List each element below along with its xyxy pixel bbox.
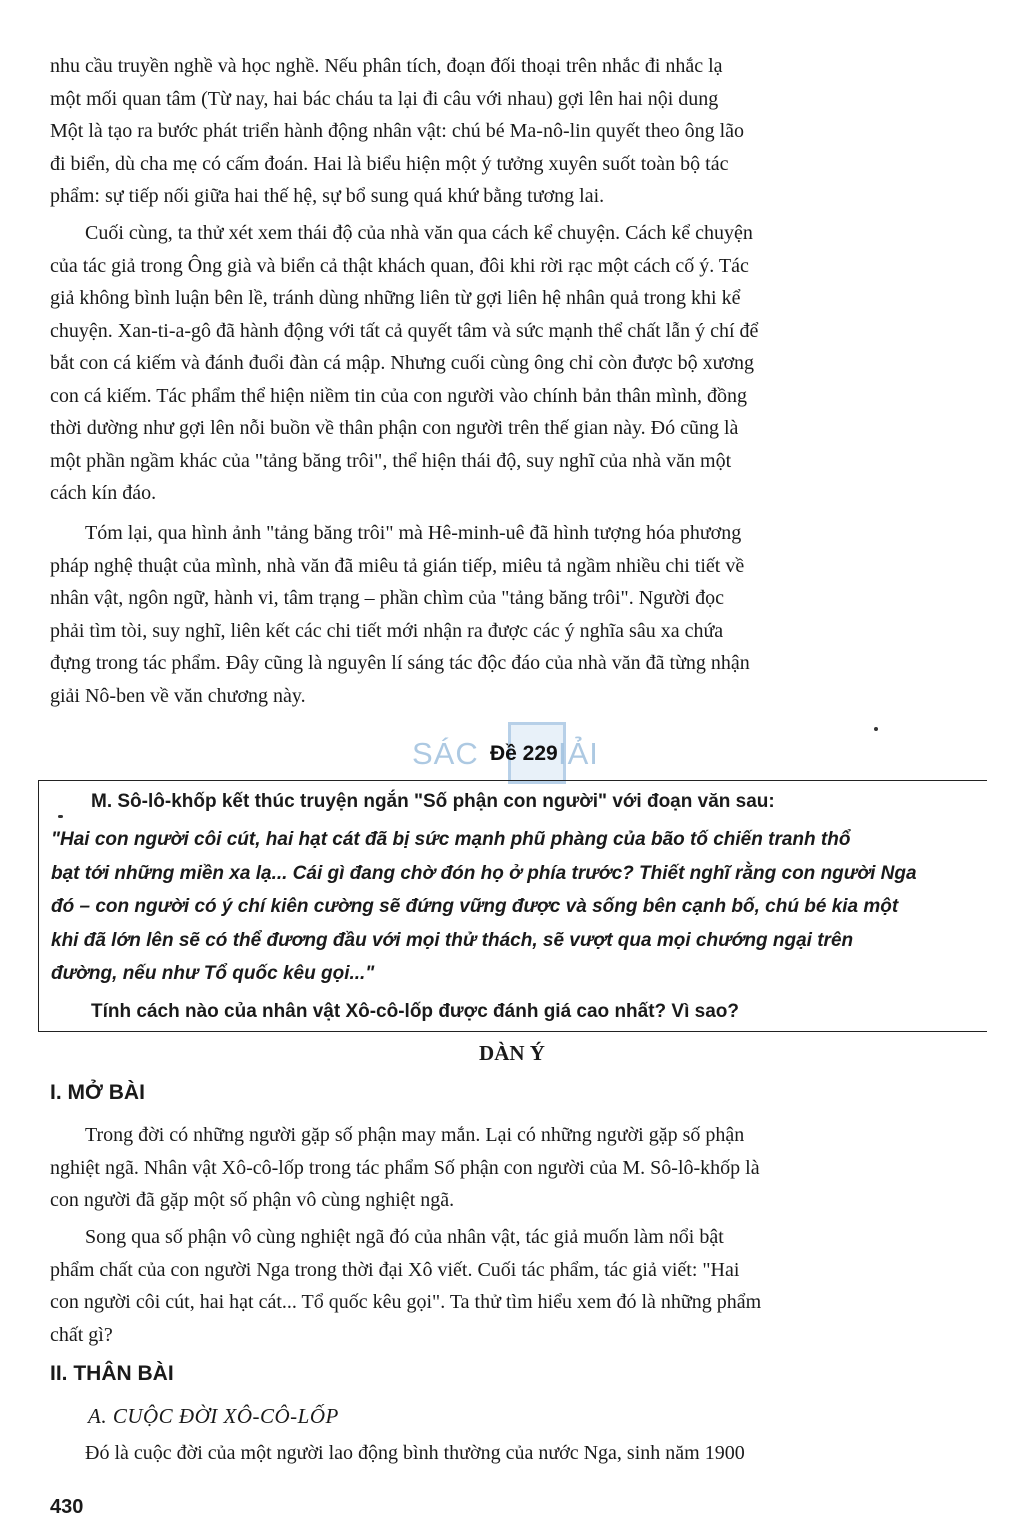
quote-line: đường, nếu như Tổ quốc kêu gọi..." [51,963,375,984]
text-line: con người côi cút, hai hạt cát... Tổ quốc kêu gọi". Ta thử tìm hiểu xem đó là những phẩm [50,1291,762,1313]
text-line: phẩm chất của con người Nga trong thời đại Xô viết. Cuối tác phẩm, tác giả viết: "Hai [50,1258,740,1281]
text-line: Tóm lại, qua hình ảnh "tảng băng trôi" mà Hê-minh-uê đã hình tượng hóa phương [85,522,742,544]
paragraph [50,217,986,510]
text-line: phẩm: sự tiếp nối giữa hai thế hệ, sự bổ sung quá khứ bằng tương lai. [50,185,605,207]
watermark-text-left: SÁC [412,736,479,771]
text-line: pháp nghệ thuật của mình, nhà văn đã miêu tả gián tiếp, miêu tả ngầm nhiều chi tiết về [50,554,745,577]
paragraph [50,1221,986,1351]
quote-line: bạt tới những miền xa lạ... Cái gì đang chờ đón họ ở phía trước? Thiết nghĩ rằng con người Nga [51,862,917,884]
text-line: giả không bình luận bên lề, tránh dùng những liên từ gợi liên hệ nhân quả trong khi kể [50,287,741,309]
text-line: chuyện. Xan-ti-a-gô đã hành động với tất cả quyết tâm và sức mạnh thể chất lẫn ý chí để [50,319,759,342]
watermark-text-right: IẢI [558,736,599,771]
question-intro: M. Sô-lô-khốp kết thúc truyện ngắn "Số phận con người" với đoạn văn sau: [91,791,775,812]
paragraph [50,1437,986,1470]
question-quote [51,823,951,991]
question-prompt: Tính cách nào của nhân vật Xô-cô-lốp được đánh giá cao nhất? Vì sao? [91,1001,740,1022]
page-number: 430 [50,1496,84,1518]
text-line: Cuối cùng, ta thử xét xem thái độ của nhà văn qua cách kể chuyện. Cách kể chuyện [85,222,753,244]
text-line: Trong đời có những người gặp số phận may mắn. Lại có những người gặp số phận [85,1124,745,1146]
text-line: của tác giả trong Ông già và biển cả thật khách quan, đôi khi rời rạc một cách cố ý. Tác [50,254,749,277]
text-line: một phần ngầm khác của "tảng băng trôi", thể hiện thái độ, suy nghĩ của nhà văn một [50,449,732,472]
scan-speck [874,727,878,731]
quote-line: khi đã lớn lên sẽ có thể đương đầu với mọi thử thách, sẽ vượt qua mọi chướng ngại trên [51,929,854,951]
text-line: chất gì? [50,1323,113,1346]
text-line: một mối quan tâm (Từ nay, hai bác cháu ta lại đi câu với nhau) gợi lên hai nội dung [50,87,719,110]
text-line: nghiệt ngã. Nhân vật Xô-cô-lốp trong tác phẩm Số phận con người của M. Sô-lô-khốp là [50,1156,760,1179]
text-line: bắt con cá kiếm và đánh đuổi đàn cá mập. Nhưng cuối cùng ông chỉ còn được bộ xương [50,352,755,374]
paragraph [50,50,986,213]
outline-heading: DÀN Ý [479,1041,545,1065]
text-line: nhân vật, ngôn ngữ, hành vi, tâm trạng – phần chìm của "tảng băng trôi". Người đọc [50,587,724,609]
text-line: phải tìm tòi, suy nghĩ, liên kết các chi tiết mới nhận ra được các ý nghĩa sâu xa chứa [50,619,724,642]
quote-line: đó – con người có ý chí kiên cường sẽ đứng vững được và sống bên cạnh bố, chú bé kia một [51,896,899,917]
section-heading-body: II. THÂN BÀI [50,1362,174,1385]
quote-line: "Hai con người côi cút, hai hạt cát đã bị sức mạnh phũ phàng của bão tố chiến tranh thổ [51,829,851,850]
text-line: Song qua số phận vô cùng nghiệt ngã đó của nhân vật, tác giả muốn làm nổi bật [85,1226,724,1248]
text-line: giải Nô-ben về văn chương này. [50,684,306,707]
section-heading-intro: I. MỞ BÀI [50,1081,145,1104]
paragraph [50,1119,986,1217]
text-line: con người đã gặp một số phận vô cùng nghiệt ngã. [50,1189,455,1211]
text-line: nhu cầu truyền nghề và học nghề. Nếu phân tích, đoạn đối thoại trên nhắc đi nhắc lạ [50,55,723,77]
text-line: đi biển, dù cha mẹ có cấm đoán. Hai là biểu hiện một ý tưởng xuyên suốt toàn bộ tác [50,152,729,175]
question-box [38,780,987,1032]
paragraph [50,517,986,712]
text-line: con cá kiếm. Tác phẩm thể hiện niềm tin của con người vào chính bản thân mình, đồng [50,384,747,407]
exam-title: Đề 229 [490,742,558,765]
text-line: thời dường như gợi lên nỗi buồn về thân phận con người trên thế gian này. Đó cũng là [50,417,739,439]
subsection-heading: A. CUỘC ĐỜI XÔ-CÔ-LỐP [88,1404,339,1428]
scan-speck [58,815,63,818]
text-line: Một là tạo ra bước phát triển hành động nhân vật: chú bé Ma-nô-lin quyết theo ông lão [50,120,745,142]
text-line: cách kín đáo. [50,482,157,504]
text-line: Đó là cuộc đời của một người lao động bình thường của nước Nga, sinh năm 1900 [85,1442,745,1464]
text-line: đựng trong tác phẩm. Đây cũng là nguyên lí sáng tác độc đáo của nhà văn đã từng nhận [50,652,750,674]
